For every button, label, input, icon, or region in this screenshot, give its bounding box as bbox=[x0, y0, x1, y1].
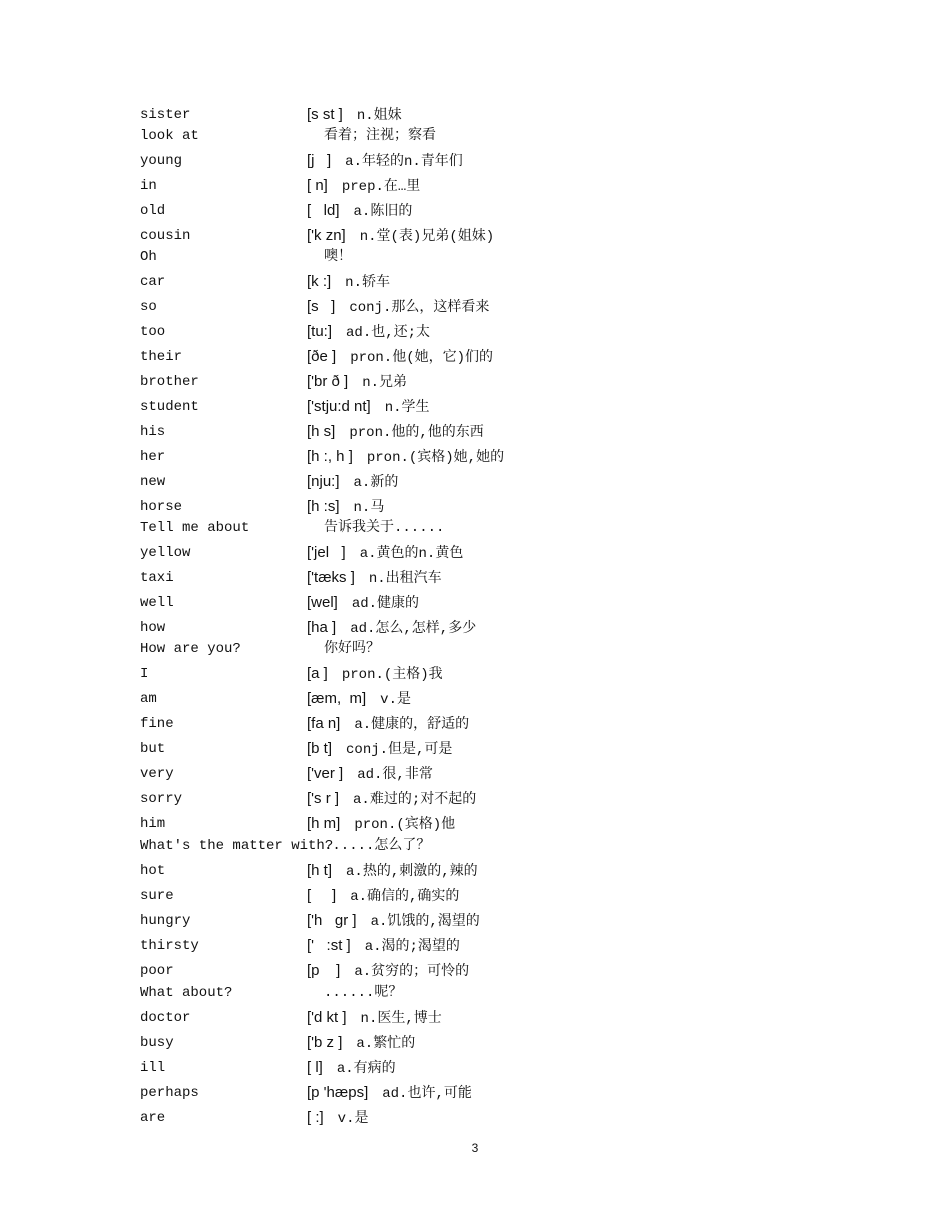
vocabulary-entry bbox=[140, 738, 860, 760]
vocabulary-entry bbox=[140, 885, 860, 907]
vocabulary-entry bbox=[140, 1007, 860, 1029]
entry-definition: a.陈旧的 bbox=[353, 204, 413, 220]
entry-definition: ad.很,非常 bbox=[357, 767, 433, 783]
entry-definition: v.是 bbox=[380, 692, 411, 708]
entry-definition: prep.在…里 bbox=[341, 179, 421, 195]
entry-definition: ad.怎么,怎样,多少 bbox=[350, 621, 477, 637]
vocabulary-entry bbox=[140, 246, 860, 268]
entry-phonetic: [a ] bbox=[307, 665, 328, 682]
vocabulary-entry bbox=[140, 175, 860, 197]
vocabulary-entry bbox=[140, 446, 860, 468]
entry-word: cousin bbox=[140, 228, 191, 244]
entry-definition: n.出租汽车 bbox=[368, 571, 442, 587]
entry-word: sister bbox=[140, 107, 191, 123]
entry-phonetic: ['s r ] bbox=[307, 790, 340, 807]
entry-definition: a.难过的;对不起的 bbox=[353, 792, 477, 808]
entry-phonetic: ['br ð ] bbox=[307, 373, 349, 390]
entry-definition: n.马 bbox=[353, 500, 385, 516]
entry-phonetic: [b t] bbox=[307, 740, 333, 757]
entry-phonetic: [ n] bbox=[307, 177, 328, 194]
entry-definition: a.热的,刺激的,辣的 bbox=[346, 864, 478, 880]
entry-phonetic: [ ld] bbox=[307, 202, 340, 219]
entry-definition: a.年轻的n.青年们 bbox=[345, 154, 463, 170]
vocabulary-entry bbox=[140, 1057, 860, 1079]
vocabulary-entry bbox=[140, 1107, 860, 1129]
vocabulary-entry bbox=[140, 713, 860, 735]
entry-word: hot bbox=[140, 863, 166, 879]
entry-word: horse bbox=[140, 499, 183, 515]
vocabulary-entry bbox=[140, 982, 860, 1004]
entry-phonetic: [ðe ] bbox=[307, 348, 337, 365]
entry-word: old bbox=[140, 203, 166, 219]
vocabulary-entry bbox=[140, 663, 860, 685]
entry-definition: n.轿车 bbox=[345, 275, 390, 291]
entry-phonetic: [wel] bbox=[307, 594, 338, 611]
entry-word: but bbox=[140, 741, 166, 757]
entry-definition: 噢！ bbox=[324, 249, 352, 265]
entry-phonetic: [ ] bbox=[307, 887, 337, 904]
vocabulary-entry bbox=[140, 935, 860, 957]
entry-phonetic: ['ver ] bbox=[307, 765, 344, 782]
vocabulary-entry bbox=[140, 225, 860, 247]
entry-word: her bbox=[140, 449, 166, 465]
entry-word: hungry bbox=[140, 913, 191, 929]
vocabulary-entry bbox=[140, 471, 860, 493]
entry-phonetic: [h t] bbox=[307, 862, 333, 879]
entry-word: new bbox=[140, 474, 166, 490]
entry-phonetic: ['h gr ] bbox=[307, 912, 357, 929]
entry-word: very bbox=[140, 766, 174, 782]
entry-phonetic: [' :st ] bbox=[307, 937, 351, 954]
entry-word: his bbox=[140, 424, 166, 440]
entry-definition: ad.也,还;太 bbox=[346, 325, 431, 341]
entry-definition: n.学生 bbox=[384, 400, 430, 416]
entry-phonetic: ['jel ] bbox=[307, 544, 346, 561]
vocabulary-entry bbox=[140, 567, 860, 589]
entry-word: taxi bbox=[140, 570, 174, 586]
vocabulary-entry bbox=[140, 835, 860, 857]
vocabulary-entry bbox=[140, 960, 860, 982]
entry-word: how bbox=[140, 620, 166, 636]
entry-phonetic: [j ] bbox=[307, 152, 332, 169]
entry-definition: a.有病的 bbox=[336, 1061, 396, 1077]
entry-word: I bbox=[140, 666, 149, 682]
entry-word: sorry bbox=[140, 791, 183, 807]
vocabulary-entry bbox=[140, 125, 860, 147]
entry-word: perhaps bbox=[140, 1085, 199, 1101]
entry-phonetic: [h m] bbox=[307, 815, 341, 832]
entry-word: in bbox=[140, 178, 157, 194]
entry-word: brother bbox=[140, 374, 199, 390]
entry-word: What about? bbox=[140, 985, 233, 1001]
entry-definition: a.确信的,确实的 bbox=[350, 889, 460, 905]
entry-definition: 你好吗？ bbox=[324, 641, 380, 657]
entry-word: student bbox=[140, 399, 199, 415]
entry-word: How are you? bbox=[140, 641, 241, 657]
entry-definition: a.新的 bbox=[353, 475, 399, 491]
entry-word: poor bbox=[140, 963, 174, 979]
entry-definition: pron.(主格)我 bbox=[341, 667, 443, 683]
vocabulary-entry bbox=[140, 592, 860, 614]
entry-definition: a.健康的，舒适的 bbox=[354, 717, 470, 733]
entry-phonetic: [s st ] bbox=[307, 106, 343, 123]
entry-word: busy bbox=[140, 1035, 174, 1051]
entry-word: Tell me about bbox=[140, 520, 250, 536]
entry-definition: pron.他的,他的东西 bbox=[349, 425, 484, 441]
entry-definition: pron.(宾格)她,她的 bbox=[366, 450, 505, 466]
entry-word: am bbox=[140, 691, 157, 707]
entry-definition: a.黄色的n.黄色 bbox=[359, 546, 464, 562]
entry-word: young bbox=[140, 153, 183, 169]
entry-word: doctor bbox=[140, 1010, 191, 1026]
entry-phonetic: ['k zn] bbox=[307, 227, 346, 244]
vocabulary-entry bbox=[140, 542, 860, 564]
vocabulary-entry bbox=[140, 271, 860, 293]
entry-phonetic: ['tæks ] bbox=[307, 569, 355, 586]
vocabulary-entry bbox=[140, 688, 860, 710]
entry-phonetic: ['d kt ] bbox=[307, 1009, 347, 1026]
entry-definition: a.饥饿的,渴望的 bbox=[370, 914, 480, 930]
entry-phonetic: [ :] bbox=[307, 1109, 324, 1126]
entry-word: well bbox=[140, 595, 174, 611]
vocabulary-entry bbox=[140, 396, 860, 418]
entry-definition: a.渴的;渴望的 bbox=[364, 939, 460, 955]
entry-definition: n.医生,博士 bbox=[360, 1011, 442, 1027]
vocabulary-entry bbox=[140, 1082, 860, 1104]
entry-definition: ......呢？ bbox=[324, 985, 403, 1001]
entry-phonetic: [h :s] bbox=[307, 498, 340, 515]
entry-phonetic: [tu:] bbox=[307, 323, 333, 340]
vocabulary-entry bbox=[140, 421, 860, 443]
entry-definition: n.姐妹 bbox=[356, 108, 402, 124]
entry-definition: conj.那么，这样看来 bbox=[349, 300, 490, 316]
entry-phonetic: [ l] bbox=[307, 1059, 323, 1076]
entry-word: yellow bbox=[140, 545, 191, 561]
entry-word: Oh bbox=[140, 249, 157, 265]
entry-definition: n.兄弟 bbox=[362, 375, 408, 391]
entry-phonetic: ['stju:d nt] bbox=[307, 398, 371, 415]
entry-definition: pron.(宾格)他 bbox=[354, 817, 456, 833]
entry-definition: ......怎么了？ bbox=[324, 838, 431, 854]
entry-definition: 看着；注视；察看 bbox=[324, 128, 436, 144]
entry-definition: n.堂(表)兄弟(姐妹) bbox=[359, 229, 495, 245]
entry-definition: v.是 bbox=[337, 1111, 369, 1127]
entry-word: thirsty bbox=[140, 938, 199, 954]
entry-phonetic: [s ] bbox=[307, 298, 336, 315]
entry-definition: conj.但是,可是 bbox=[346, 742, 453, 758]
entry-word: so bbox=[140, 299, 157, 315]
entry-definition: a.繁忙的 bbox=[356, 1036, 416, 1052]
vocabulary-entry bbox=[140, 104, 860, 126]
vocabulary-entry bbox=[140, 910, 860, 932]
entry-definition: ad.也许,可能 bbox=[382, 1086, 472, 1102]
vocabulary-entry bbox=[140, 371, 860, 393]
entry-word: look at bbox=[140, 128, 199, 144]
entry-phonetic: [æm, m] bbox=[307, 690, 367, 707]
entry-definition: a.贫穷的；可怜的 bbox=[354, 964, 470, 980]
vocabulary-entry bbox=[140, 150, 860, 172]
vocabulary-entry bbox=[140, 860, 860, 882]
vocabulary-entry bbox=[140, 788, 860, 810]
vocabulary-entry bbox=[140, 617, 860, 639]
entry-word: What's the matter with? bbox=[140, 838, 334, 854]
vocabulary-entry bbox=[140, 1032, 860, 1054]
vocabulary-entry bbox=[140, 346, 860, 368]
vocabulary-entry bbox=[140, 321, 860, 343]
vocabulary-entry bbox=[140, 496, 860, 518]
entry-phonetic: [k :] bbox=[307, 273, 332, 290]
vocabulary-entry bbox=[140, 813, 860, 835]
entry-phonetic: [h s] bbox=[307, 423, 336, 440]
entry-word: car bbox=[140, 274, 166, 290]
entry-word: their bbox=[140, 349, 183, 365]
entry-word: fine bbox=[140, 716, 174, 732]
page-number: 3 bbox=[471, 1141, 479, 1155]
entry-definition: ad.健康的 bbox=[351, 596, 420, 612]
entry-phonetic: [h :, h ] bbox=[307, 448, 353, 465]
vocabulary-entry bbox=[140, 763, 860, 785]
vocabulary-entry bbox=[140, 517, 860, 539]
entry-definition: 告诉我关于...... bbox=[324, 520, 445, 536]
entry-definition: pron.他(她，它)们的 bbox=[350, 350, 493, 366]
entry-word: ill bbox=[140, 1060, 166, 1076]
entry-phonetic: [ha ] bbox=[307, 619, 337, 636]
vocabulary-entry bbox=[140, 200, 860, 222]
entry-phonetic: ['b z ] bbox=[307, 1034, 343, 1051]
entry-word: sure bbox=[140, 888, 174, 904]
entry-phonetic: [p 'hæps] bbox=[307, 1084, 369, 1101]
entry-phonetic: [fa n] bbox=[307, 715, 341, 732]
entry-phonetic: [p ] bbox=[307, 962, 341, 979]
entry-word: are bbox=[140, 1110, 166, 1126]
entry-word: him bbox=[140, 816, 166, 832]
entry-phonetic: [nju:] bbox=[307, 473, 340, 490]
vocabulary-entry bbox=[140, 296, 860, 318]
vocabulary-entry bbox=[140, 638, 860, 660]
entry-word: too bbox=[140, 324, 166, 340]
